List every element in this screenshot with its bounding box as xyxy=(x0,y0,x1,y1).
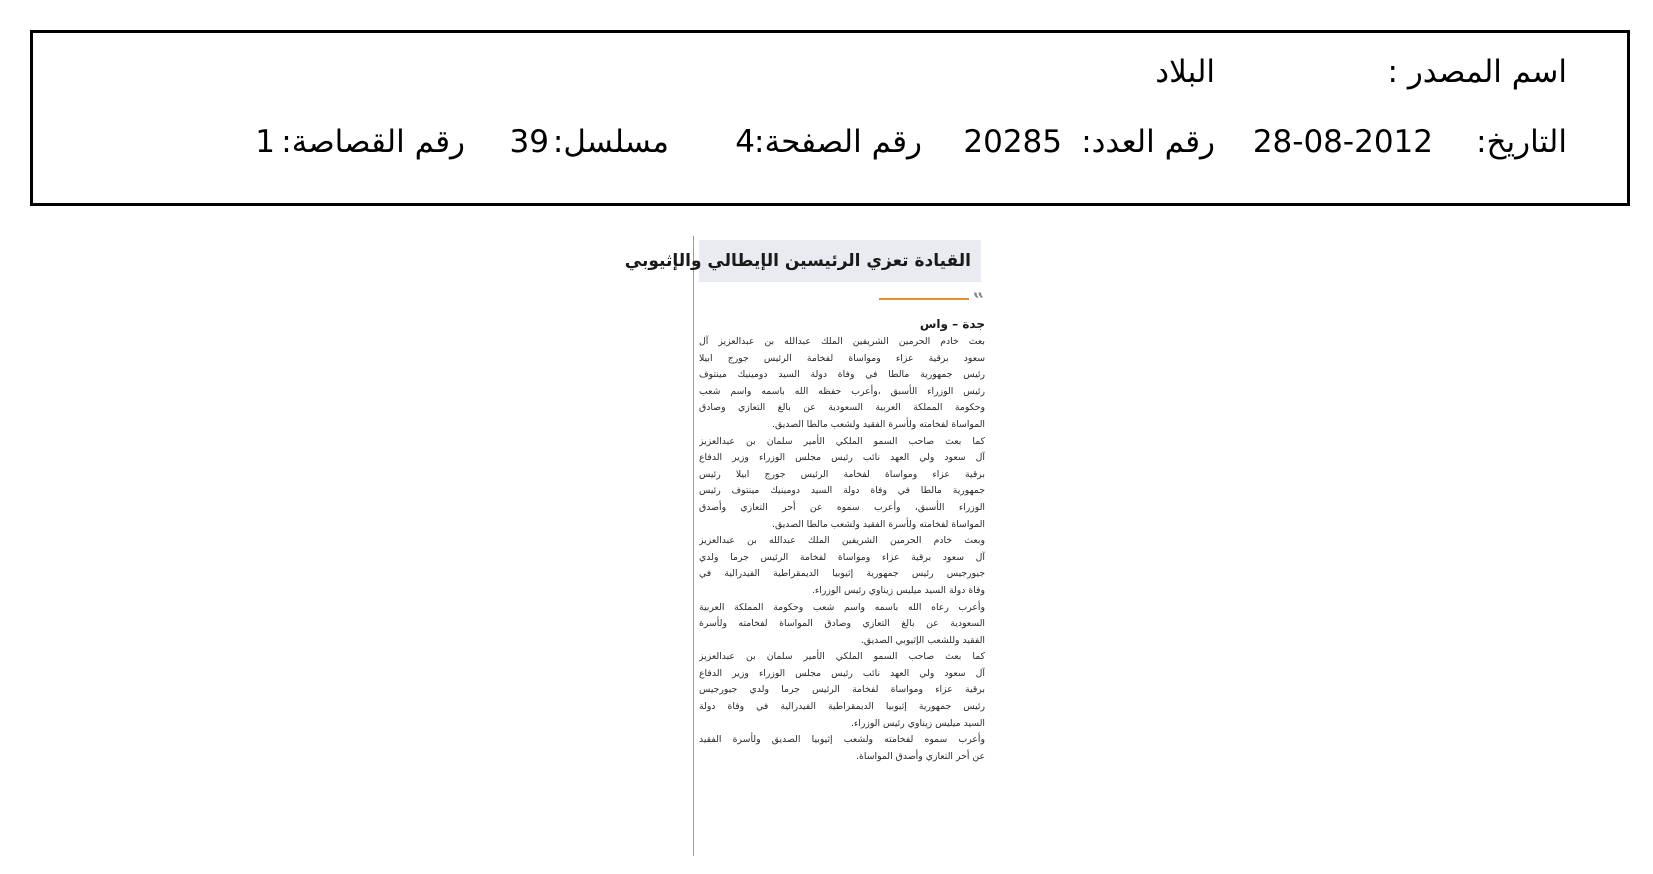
source-value: البلاد xyxy=(1155,54,1215,90)
article-line: وأعرب رعاه الله باسمه واسم شعب وحكومة المملكة العربية xyxy=(699,601,985,613)
article-line: وفاة دولة السيد ميليس زيناوي رئيس الوزراء. xyxy=(811,584,985,596)
article-line: كما بعث صاحب السمو الملكي الأمير سلمان بن عبدالعزيز xyxy=(699,435,985,447)
article-line: بعث خادم الحرمين الشريفين الملك عبدالله بن عبدالعزيز آل xyxy=(699,336,985,347)
article-body xyxy=(699,334,985,765)
headline-bar xyxy=(624,240,981,282)
article-line: المواساة لفخامته ولأسرة الفقيد ولشعب مالطا الصديق. xyxy=(772,518,985,530)
issue-label: رقم العدد: xyxy=(1081,124,1215,160)
date-label: التاريخ: xyxy=(1476,124,1567,160)
article-line: السعودية عن بالغ التعازي وصادق المواساة لفخامته ولأسرة xyxy=(699,618,985,630)
quote-divider xyxy=(879,298,969,300)
article-line: وحكومة المملكة العربية السعودية عن بالغ التعازي وصادق xyxy=(699,402,985,414)
issue-value: 20285 xyxy=(963,124,1062,160)
article-headline: القيادة تعزي الرئيسين الإيطالي والإثيوبي xyxy=(624,251,971,271)
serial-value: 39 xyxy=(509,124,549,160)
clip-number-label: رقم القصاصة: xyxy=(281,124,465,160)
source-label: اسم المصدر : xyxy=(1387,54,1567,90)
article-line: سعود برقية عزاء ومواساة لفخامة الرئيس جورج ابيلا xyxy=(699,352,985,364)
article-dateline: جدة – واس xyxy=(919,317,985,331)
article-line: رئيس جمهورية مالطا في وفاة دولة السيد دومينيك مينتوف xyxy=(699,369,985,381)
article-line: آل سعود ولي العهد نائب رئيس مجلس الوزراء وزير الدفاع xyxy=(699,667,985,679)
article-line: برقية عزاء ومواساة لفخامة الرئيس جرما ولدي جيورجيس xyxy=(699,684,985,696)
article-line: وبعث خادم الحرمين الشريفين الملك عبدالله بن عبدالعزيز xyxy=(699,535,985,547)
article-line: السيد ميليس زيناوي رئيس الوزراء. xyxy=(850,717,985,729)
article-line: رئيس جمهورية إثيوبيا الديمقراطية الفيدرالية في وفاة دولة xyxy=(699,701,985,713)
newspaper-clipping xyxy=(624,236,993,856)
clipping-info-box xyxy=(30,30,1630,206)
article-line: برقية عزاء ومواساة لفخامة الرئيس جورج ابيلا رئيس xyxy=(699,468,985,480)
article-line: وأعرب سموه لفخامته ولشعب إثيوبيا الصديق ولأسرة الفقيد xyxy=(699,734,985,746)
column-rule xyxy=(693,236,694,856)
article-line: الفقيد وللشعب الإثيوبي الصديق. xyxy=(860,634,985,646)
clip-number-value: 1 xyxy=(255,124,275,160)
page-value: 4 xyxy=(735,124,755,160)
article-line: جيورجيس رئيس جمهورية إثيوبيا الديمقراطية الفيدرالية في xyxy=(699,568,985,580)
article-line: رئيس الوزراء الأسبق ،وأعرب حفظه الله باسمه واسم شعب xyxy=(699,385,985,397)
article-line: آل سعود ولي العهد نائب رئيس مجلس الوزراء وزير الدفاع xyxy=(699,452,985,464)
quote-mark-icon: ‟ xyxy=(973,288,985,312)
article-line: الوزراء الأسبق، وأعرب سموه عن أحر التعازي وأصدق xyxy=(699,501,985,513)
article-line: كما بعث صاحب السمو الملكي الأمير سلمان بن عبدالعزيز xyxy=(699,651,985,663)
article-line: جمهورية مالطا في وفاة دولة السيد دومينيك مينتوف رئيس xyxy=(699,485,985,497)
article-line: المواساة لفخامته ولأسرة الفقيد ولشعب مالطا الصديق. xyxy=(772,418,985,430)
page-label: رقم الصفحة: xyxy=(754,124,922,160)
article-line: آل سعود برقية عزاء ومواساة لفخامة الرئيس جرما ولدي xyxy=(699,551,985,563)
article-line: عن أحر التعازي وأصدق المواساة. xyxy=(856,750,985,762)
date-value: 28-08-2012 xyxy=(1252,124,1433,160)
serial-label: مسلسل: xyxy=(552,124,669,160)
